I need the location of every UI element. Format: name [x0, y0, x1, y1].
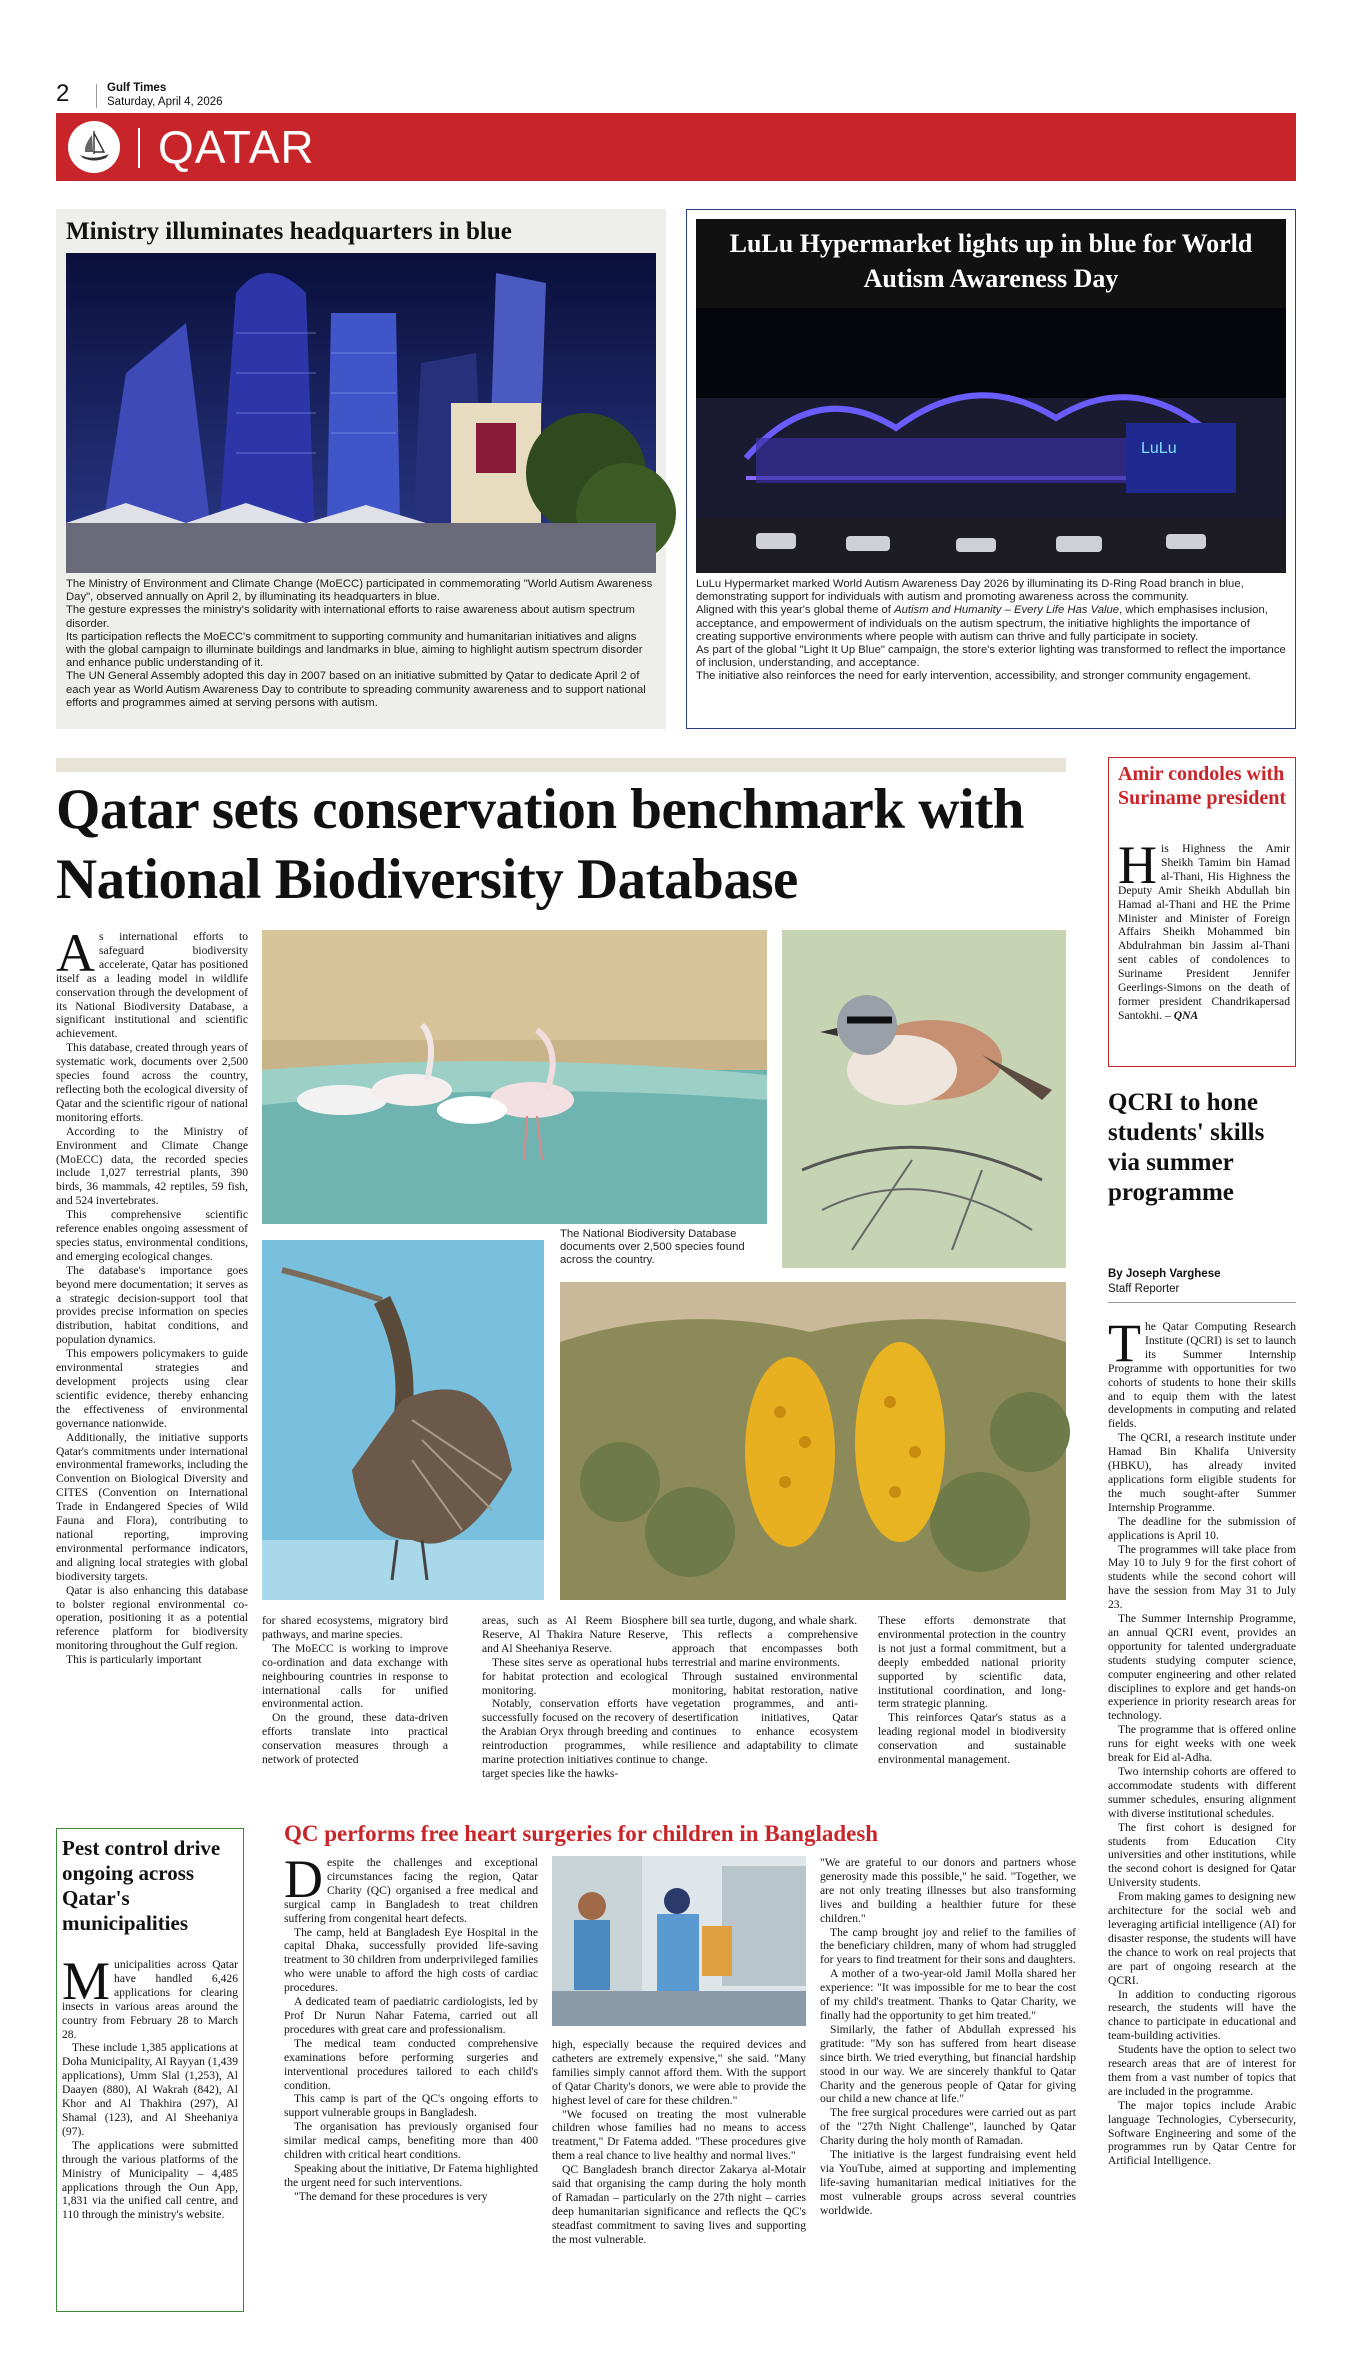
ministry-headline: Ministry illuminates headquarters in blue	[66, 218, 512, 245]
qc-para: "We are grateful to our donors and partners whose generosity made this possible," he said. "Together, we are not only treating illnesses but also transforming lives and building a healthier future for these children."	[820, 1856, 1076, 1925]
hospital-photo	[552, 1856, 806, 2026]
qc-para: "We focused on treating the most vulnerable children whose families had no means to access treatment," Dr Fatema added. "These procedures give them a real chance to live healthy and normal lives."	[552, 2107, 806, 2163]
qcri-para: The programme that is offered online runs for eight weeks with one week break for Eid al-Adha.	[1108, 1723, 1296, 1765]
qc-col-1	[284, 1849, 538, 2204]
main-col-4	[672, 1614, 858, 1767]
main-para: Qatar is also enhancing this database to bolster regional environmental co-operation, positioning it as a potential reference platform for biodiversity monitoring throughout the Gulf region.	[56, 1583, 248, 1653]
lulu-store-photo	[696, 308, 1286, 573]
lulu-caption-p2	[696, 604, 1286, 644]
main-para: bill sea turtle, dugong, and whale shark.	[672, 1614, 858, 1627]
main-para: for shared ecosystems, migratory bird pathways, and marine species.	[262, 1614, 448, 1641]
pest-body	[62, 1951, 238, 2222]
main-para: On the ground, these data-driven efforts translate into practical conservation measures through a network of protected	[262, 1711, 448, 1767]
qc-para: The initiative is the largest fundraising event held via YouTube, aimed at supporting and implementing life-saving humanitarian medical initiatives for the most vulnerable groups across several countries worldwide.	[820, 2148, 1076, 2217]
pest-para: These include 1,385 applications at Doha Municipality, Al Rayyan (1,439 applications), Umm Slal (1,253), Al Daayen (880), Al Wakrah (842), Al Khor and Al Thakhira (297), Al Shamal (123), and Al Sheehaniya (97).	[62, 2041, 238, 2138]
lulu-sign-text: LuLu	[1141, 440, 1177, 457]
amir-headline: Amir condoles with Suriname president	[1118, 763, 1286, 809]
amir-dropcap: H	[1118, 835, 1157, 895]
main-para: areas, such as Al Reem Biosphere Reserve, Al Thakira Nature Reserve, and Al Sheehaniya Reserve.	[482, 1614, 668, 1655]
main-para: These efforts demonstrate that environmental protection in the country is not just a formal commitment, but a deeply embedded national priority supported by scientific data, institutional coordination, and long-term strategic planning.	[878, 1614, 1066, 1711]
paper-name: Gulf Times	[107, 82, 167, 94]
section-title: QATAR	[158, 121, 315, 173]
main-para: This reflects a comprehensive approach that encompasses both terrestrial and marine environments.	[672, 1627, 858, 1669]
main-col-3	[482, 1614, 668, 1781]
lulu-caption-p2-pre: Aligned with this year's global theme of	[696, 604, 895, 617]
qc-para: QC Bangladesh branch director Zakarya al-Motair said that organising the camp during the holy month of Ramadan – particularly on the 27th night – carries deep humanitarian significance and reflects the QC's steadfast commitment to saving lives and supporting the most vulnerable.	[552, 2163, 806, 2246]
qc-para: "The demand for these procedures is very	[294, 2189, 488, 2203]
qc-para: The free surgical procedures were carried out as part of the "27th Night Challenge", launched by Qatar Charity during the holy month of Ramadan.	[820, 2106, 1076, 2148]
qcri-rule	[1108, 1302, 1296, 1303]
qcri-para: Two internship cohorts are offered to accommodate students with different summer schedules, ensuring alignment with diverse institutional schedules.	[1108, 1765, 1296, 1820]
qcri-lead: he Qatar Computing Research Institute (QCRI) is set to launch its Summer Internship Programme with opportunities for two cohorts of students to hone their skills and to equip them with the latest developments in computing and related fields.	[1108, 1320, 1296, 1431]
pest-para: The applications were submitted through the various platforms of the Ministry of Municipality – 4,485 applications through the Oun App, 1,831 via the unified call centre, and 110 through the ministry's website.	[62, 2138, 238, 2222]
flamingo-photo	[262, 930, 767, 1224]
main-para: These sites serve as operational hubs for habitat protection and ecological monitoring.	[482, 1655, 668, 1697]
banner-divider	[138, 128, 140, 168]
main-dropcap: A	[56, 923, 95, 983]
qcri-para: The deadline for the submission of applications is April 10.	[1108, 1514, 1296, 1542]
ministry-caption-p3: Its participation reflects the MoECC's commitment to supporting community and humanitarian initiatives and aligns with the global campaign to illuminate buildings and landmarks in blue, aiming to highlight autism spectrum disorder and enhance public understanding of it.	[66, 630, 643, 670]
qc-para: A dedicated team of paediatric cardiologists, led by Prof Dr Nurun Nahar Fatema, carried out all procedures with great care and professionalism.	[284, 1995, 538, 2036]
qc-col-2	[552, 2038, 806, 2247]
qcri-para: The first cohort is designed for students from Education City universities and other institutions, while the second cohort is designed for Qatar University students.	[1108, 1820, 1296, 1890]
main-photo-caption: The National Biodiversity Database documents over 2,500 species found across the country.	[560, 1228, 745, 1267]
main-para: This reinforces Qatar's status as a leading regional model in biodiversity conservation and sustainable environmental management.	[878, 1711, 1066, 1767]
qcri-para: The Summer Internship Programme, an annual QCRI event, provides an opportunity for talented undergraduate students studying computer science, computer engineering and other related disciplines to explore and get hands-on experience in priority research areas for technology.	[1108, 1612, 1296, 1723]
main-para: The MoECC is working to improve co-ordination and data exchange with neighbouring countries in response to international calls for unified environmental action.	[262, 1641, 448, 1711]
qc-col-3	[820, 1856, 1076, 2218]
main-para: This comprehensive scientific reference enables ongoing assessment of species status, environmental conditions, and emerging ecological changes.	[56, 1208, 248, 1263]
pest-lead: unicipalities across Qatar have handled 6,426 applications for clearing insects in various areas around the country from February 28 to March 28.	[62, 1958, 238, 2041]
cormorant-photo	[262, 1240, 544, 1600]
amir-text: is Highness the Amir Sheikh Tamim bin Hamad al-Thani, His Highness the Deputy Amir Sheikh Abdullah bin Hamad al-Thani and HE the Prime Minister and Minister of Foreign Affairs Sheikh Mohammed bin Abdulrahman bin Jassim al-Thani sent cables of condolences to Suriname President Jennifer Geerlings-Simons on the death of former president Chandrikapersad Santokhi. –	[1118, 842, 1290, 1022]
qcri-para: The major topics include Arabic language Technologies, Cybersecurity, Software Engineering and some of the programmes run by Qatar Centre for Artificial Intelligence.	[1108, 2098, 1296, 2168]
qc-para: The camp, held at Bangladesh Eye Hospital in the capital Dhaka, successfully provided life-saving treatment to 30 children from underprivileged families who were unable to afford the high costs of cardiac procedures.	[284, 1925, 538, 1995]
qcri-role: Staff Reporter	[1108, 1283, 1180, 1295]
qc-para: The organisation has previously organised four similar medical camps, benefiting more than 400 children with critical heart conditions.	[284, 2120, 538, 2162]
main-para: Additionally, the initiative supports Qatar's commitments under international environmental frameworks, including the Convention on Biological Diversity and CITES (Convention on International Trade in Endangered Species of Wild Fauna and Flora), contributing to national reporting, improving environmental performance indicators, and aligning local strategies with global biodiversity targets.	[56, 1430, 248, 1583]
qc-para: Speaking about the initiative, Dr Fatema highlighted the urgent need for such interventions.	[284, 2161, 538, 2189]
qcri-para: The QCRI, a research institute under Hamad Bin Khalifa University (HBKU), has already invited applications form eligible students for the much sought-after Summer Internship Programme.	[1108, 1431, 1296, 1514]
ministry-caption-p2: The gesture expresses the ministry's solidarity with international efforts to raise awareness about autism spectrum disorder.	[66, 604, 635, 630]
main-para: The database's importance goes beyond mere documentation; it serves as a strategic decision-support tool that provides precise information on species distribution, habitat conditions, and population dynamics.	[56, 1263, 248, 1347]
main-headline: Qatar sets conservation benchmark with National Biodiversity Database	[56, 778, 1024, 911]
main-para: This empowers policymakers to guide environmental strategies and development projects using clear scientific evidence, thereby enhancing the effectiveness of environmental governance nationwide.	[56, 1347, 248, 1430]
lulu-caption	[696, 578, 1286, 684]
lulu-caption-p3: As part of the global "Light It Up Blue" campaign, the store's exterior lighting was transformed to reflect the importance of inclusion, understanding, and acceptance.	[696, 644, 1286, 670]
main-lead: s international efforts to safeguard biodiversity accelerate, Qatar has positioned itself as a leading model in wildlife conservation through the development of its National Biodiversity Database, a significant institutional and scientific achievement.	[56, 930, 248, 1041]
page-number: 2	[56, 80, 70, 107]
main-para: Notably, conservation efforts have successfully focused on the recovery of the Arabian Oryx through breeding and reintroduction programmes, while marine protection initiatives continue to target species like the hawks-	[482, 1697, 668, 1780]
lulu-caption-p2-post: , which emphasises inclusion, acceptance, and empowerment of individuals on the autism spectrum, the initiative highlights the importance of creating supportive environments where people with autism can thrive and fully participate in society.	[696, 604, 1268, 643]
main-col-5	[878, 1614, 1066, 1767]
main-col-1	[56, 923, 248, 1667]
qc-lead: espite the challenges and exceptional circumstances facing the region, Qatar Charity (QC) organised a free medical and surgical camp in Bangladesh to treat children suffering from congenital heart defects.	[284, 1856, 538, 1925]
dhow-icon	[68, 121, 120, 173]
lulu-caption-p1: LuLu Hypermarket marked World Autism Awareness Day 2026 by illuminating its D-Ring Road branch in blue, demonstrating support for individuals with autism and promoting awareness across the community.	[696, 578, 1244, 604]
desert-flower-photo	[560, 1282, 1066, 1600]
qcri-dropcap: T	[1108, 1313, 1141, 1373]
main-story-rule	[56, 758, 1066, 772]
main-para: This is particularly important	[66, 1653, 202, 1667]
lulu-caption-p4: The initiative also reinforces the need for early intervention, accessibility, and stronger community engagement.	[696, 670, 1251, 683]
ministry-caption-p1: The Ministry of Environment and Climate Change (MoECC) participated in commemorating "World Autism Awareness Day", observed annually on April 2, by illuminating its headquarters in blue.	[66, 578, 653, 604]
qcri-para: The programmes will take place from May 10 to July 9 for the first cohort of students while the second cohort will have the session from May 31 to July 23.	[1108, 1542, 1296, 1612]
main-para: This database, created through years of systematic work, documents over 2,500 species found across the country, reflecting both the ecological diversity of Qatar and the scientific rigour of national monitoring efforts.	[56, 1041, 248, 1124]
main-col-2	[262, 1614, 448, 1767]
ministry-caption	[66, 578, 656, 710]
qcri-para: From making games to designing new architecture for the social web and leveraging artificial intelligence (AI) for disaster response, the students will have the chance to work on real projects that are part of ongoing research at the QCRI.	[1108, 1890, 1296, 1987]
lulu-caption-theme: Autism and Humanity – Every Life Has Value	[894, 604, 1120, 617]
ministry-caption-p4: The UN General Assembly adopted this day in 2007 based on an initiative submitted by Qatar to dedicate April 2 of each year as World Autism Awareness Day to contribute to spreading community awareness and to support national efforts and programmes aimed at serving persons with autism.	[66, 670, 646, 709]
qc-headline: QC performs free heart surgeries for children in Bangladesh	[284, 1821, 879, 1846]
qcri-headline: QCRI to hone students' skills via summer programme	[1108, 1089, 1265, 1206]
qc-para: Similarly, the father of Abdullah expressed his gratitude: "My son has suffered from heart disease since birth. We tried everything, but financial hardship stood in our way. We are sincerely thankful to Qatar Charity and the generous people of Qatar for giving our child a new chance at life."	[820, 2022, 1076, 2106]
qc-para: The camp brought joy and relief to the families of the beneficiary children, many of whom had struggled for years to find treatment for their sons and daughters.	[820, 1925, 1076, 1967]
newspaper-logo	[68, 121, 120, 173]
ministry-building-photo	[66, 253, 656, 573]
shrike-bird-photo	[782, 930, 1066, 1268]
qcri-para: Students have the option to select two research areas that are of interest for them from a vast number of topics that are included in the programme.	[1108, 2043, 1296, 2098]
pest-dropcap: M	[62, 1951, 111, 2011]
issue-date: Saturday, April 4, 2026	[107, 96, 223, 108]
qc-para: The medical team conducted comprehensive examinations before performing surgeries and interventional procedures tailored to each child's condition.	[284, 2036, 538, 2092]
lulu-headline: LuLu Hypermarket lights up in blue for World Autism Awareness Day	[729, 229, 1253, 293]
qc-para: A mother of a two-year-old Jamil Molla shared her experience: "It was impossible for me to bear the cost of my child's treatment. Thanks to Qatar Charity, we finally had the opportunity to get him treated."	[820, 1967, 1076, 2022]
pest-headline: Pest control drive ongoing across Qatar's municipalities	[62, 1836, 221, 1935]
main-para: According to the Ministry of Environment and Climate Change (MoECC) data, the recorded species include 1,027 terrestrial plants, 390 birds, 36 mammals, 42 reptiles, 59 fish, and 524 invertebrates.	[56, 1124, 248, 1208]
qcri-body	[1108, 1313, 1296, 2168]
qc-dropcap: D	[284, 1849, 323, 1909]
qc-para: This camp is part of the QC's ongoing efforts to support vulnerable groups in Bangladesh.	[284, 2092, 538, 2120]
main-para: Through sustained environmental monitoring, habitat restoration, native vegetation programmes, and anti-desertification initiatives, Qatar continues to enhance ecosystem resilience and adaptability to climate change.	[672, 1669, 858, 1767]
amir-source: QNA	[1173, 1008, 1199, 1022]
qcri-byline: By Joseph Varghese	[1108, 1268, 1221, 1280]
qc-para: high, especially because the required devices and catheters are extremely expensive," she said. "Many families simply cannot afford them. With the support of Qatar Charity's donors, we were able to provide the highest level of care for these children."	[552, 2038, 806, 2107]
amir-body	[1118, 835, 1290, 1023]
masthead-divider	[96, 84, 97, 108]
qcri-para: In addition to conducting rigorous research, the students will have the chance to participate in educational and team-building activities.	[1108, 1987, 1296, 2043]
